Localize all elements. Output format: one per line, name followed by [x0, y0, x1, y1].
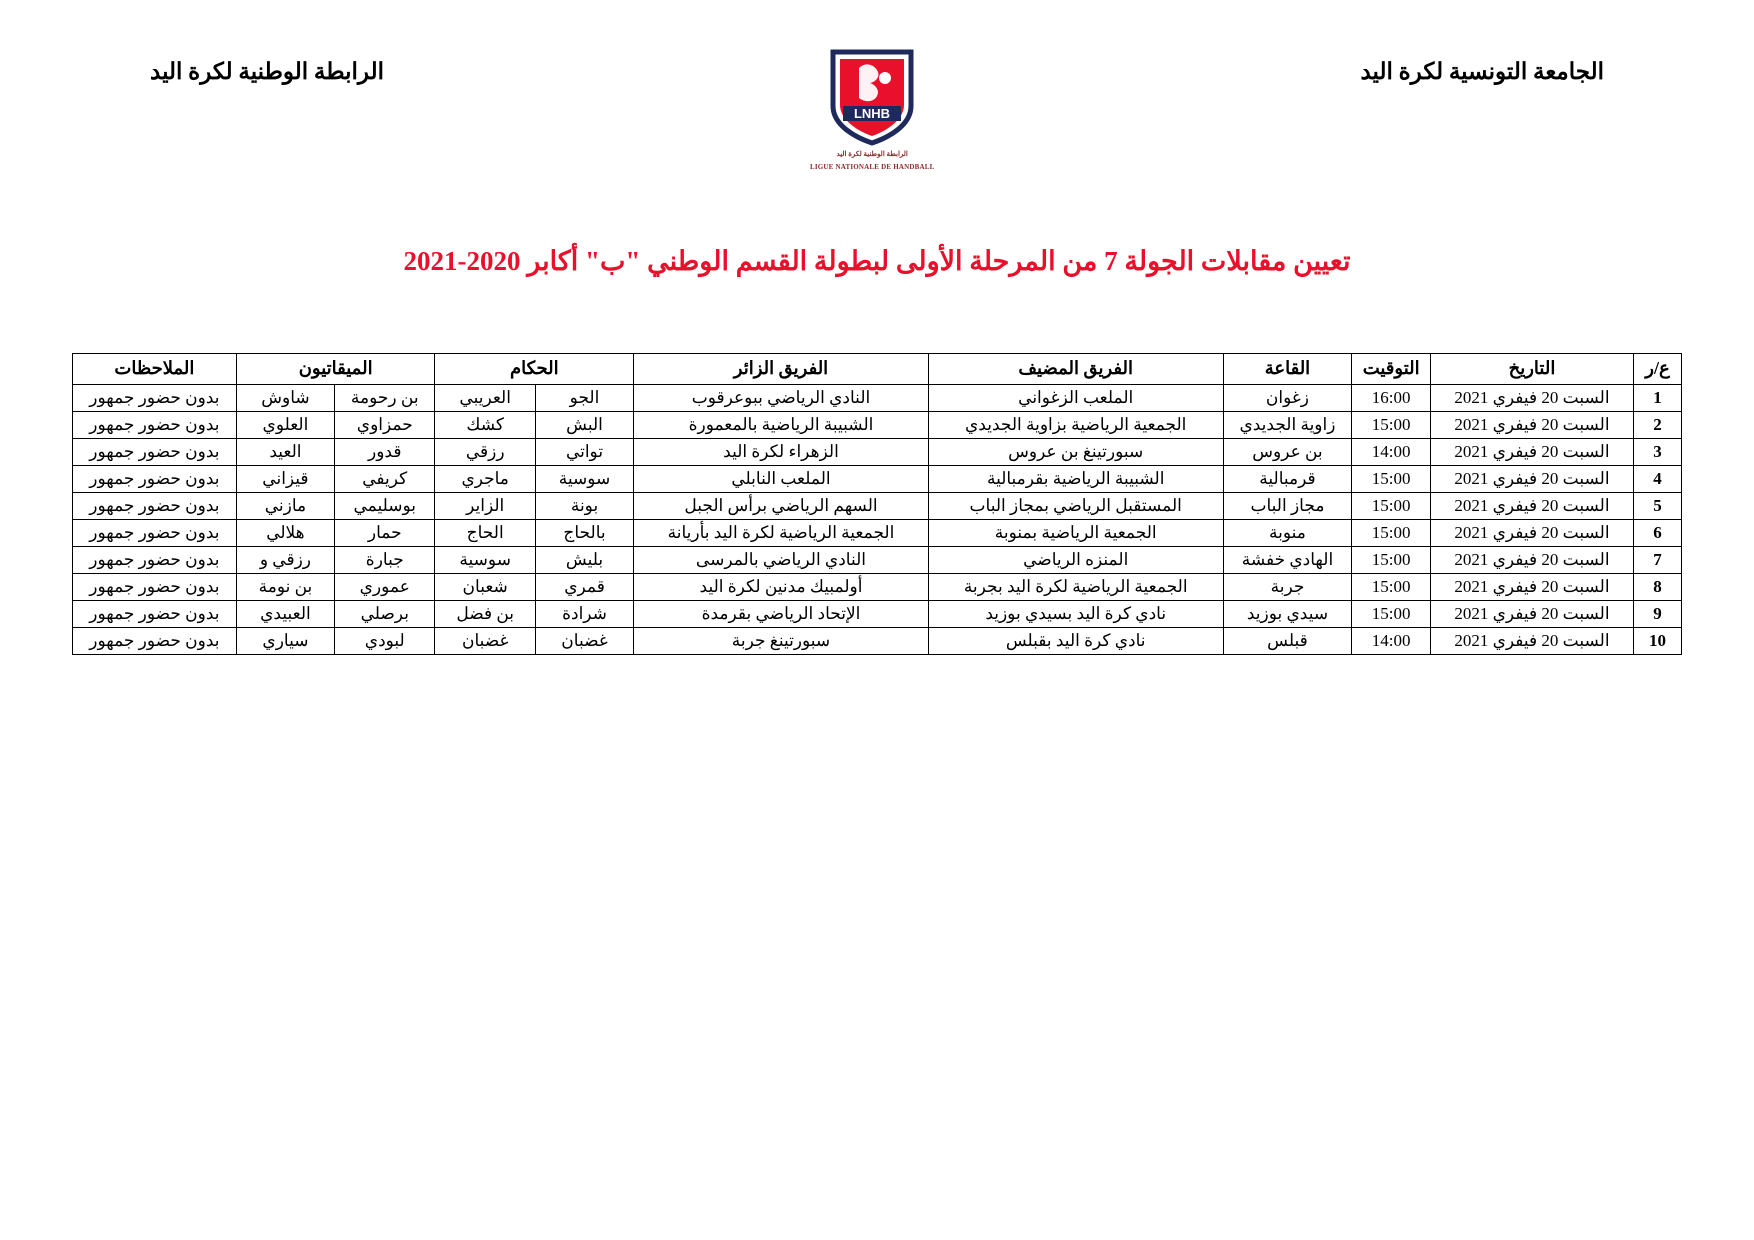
cell-timekeeper-2: سياري — [236, 627, 334, 654]
schedule-table-wrapper — [72, 353, 1682, 655]
cell-notes: بدون حضور جمهور — [73, 492, 237, 519]
cell-timekeeper-1: قدور — [335, 438, 435, 465]
cell-time: 16:00 — [1352, 384, 1431, 411]
table-row — [73, 465, 1682, 492]
cell-referee-1: تواتي — [535, 438, 633, 465]
page-header — [0, 0, 1754, 172]
header-date: التاريخ — [1430, 353, 1633, 384]
cell-time: 15:00 — [1352, 519, 1431, 546]
cell-timekeeper-2: بن نومة — [236, 573, 334, 600]
schedule-table — [72, 353, 1682, 655]
table-row — [73, 492, 1682, 519]
cell-away-team: سبورتينغ جربة — [634, 627, 929, 654]
cell-hall: منوبة — [1223, 519, 1352, 546]
cell-notes: بدون حضور جمهور — [73, 600, 237, 627]
cell-num: 9 — [1633, 600, 1681, 627]
cell-home-team: الجمعية الرياضية لكرة اليد بجربة — [928, 573, 1223, 600]
cell-num: 10 — [1633, 627, 1681, 654]
cell-timekeeper-1: بوسليمي — [335, 492, 435, 519]
cell-referee-2: كشك — [435, 411, 535, 438]
cell-referee-1: الجو — [535, 384, 633, 411]
cell-referee-1: بونة — [535, 492, 633, 519]
cell-notes: بدون حضور جمهور — [73, 465, 237, 492]
cell-date: السبت 20 فيفري 2021 — [1430, 384, 1633, 411]
cell-num: 6 — [1633, 519, 1681, 546]
header-referees: الحكام — [435, 353, 634, 384]
cell-referee-1: شرادة — [535, 600, 633, 627]
cell-timekeeper-1: كريفي — [335, 465, 435, 492]
table-row — [73, 600, 1682, 627]
cell-referee-1: غضبان — [535, 627, 633, 654]
cell-date: السبت 20 فيفري 2021 — [1430, 519, 1633, 546]
cell-time: 15:00 — [1352, 546, 1431, 573]
cell-home-team: نادي كرة اليد بسيدي بوزيد — [928, 600, 1223, 627]
cell-date: السبت 20 فيفري 2021 — [1430, 411, 1633, 438]
table-row — [73, 438, 1682, 465]
table-header-row — [73, 353, 1682, 384]
cell-hall: سيدي بوزيد — [1223, 600, 1352, 627]
cell-hall: الهادي خفشة — [1223, 546, 1352, 573]
table-row — [73, 573, 1682, 600]
schedule-table-body — [73, 384, 1682, 654]
cell-away-team: الملعب النابلي — [634, 465, 929, 492]
cell-home-team: الملعب الزغواني — [928, 384, 1223, 411]
cell-notes: بدون حضور جمهور — [73, 627, 237, 654]
cell-num: 4 — [1633, 465, 1681, 492]
cell-referee-1: بليش — [535, 546, 633, 573]
cell-home-team: المستقبل الرياضي بمجاز الباب — [928, 492, 1223, 519]
cell-home-team: الشبيبة الرياضية بقرمبالية — [928, 465, 1223, 492]
cell-date: السبت 20 فيفري 2021 — [1430, 627, 1633, 654]
cell-timekeeper-2: مازني — [236, 492, 334, 519]
cell-timekeeper-2: رزقي و — [236, 546, 334, 573]
cell-referee-2: ماجري — [435, 465, 535, 492]
header-timekeepers: الميقاتيون — [236, 353, 435, 384]
cell-timekeeper-1: حمزاوي — [335, 411, 435, 438]
cell-timekeeper-1: جبارة — [335, 546, 435, 573]
cell-referee-1: قمري — [535, 573, 633, 600]
cell-referee-1: سوسية — [535, 465, 633, 492]
cell-num: 3 — [1633, 438, 1681, 465]
league-title: الرابطة الوطنية لكرة اليد — [150, 59, 384, 84]
cell-num: 5 — [1633, 492, 1681, 519]
header-hall: القاعة — [1223, 353, 1352, 384]
cell-notes: بدون حضور جمهور — [73, 411, 237, 438]
cell-num: 2 — [1633, 411, 1681, 438]
header-home-team: الفريق المضيف — [928, 353, 1223, 384]
cell-num: 1 — [1633, 384, 1681, 411]
cell-timekeeper-1: برصلي — [335, 600, 435, 627]
table-row — [73, 384, 1682, 411]
cell-away-team: السهم الرياضي برأس الجبل — [634, 492, 929, 519]
cell-time: 14:00 — [1352, 627, 1431, 654]
cell-hall: زاوية الجديدي — [1223, 411, 1352, 438]
cell-away-team: الزهراء لكرة اليد — [634, 438, 929, 465]
cell-referee-2: غضبان — [435, 627, 535, 654]
cell-hall: بن عروس — [1223, 438, 1352, 465]
cell-referee-1: البش — [535, 411, 633, 438]
cell-time: 15:00 — [1352, 411, 1431, 438]
cell-timekeeper-1: عموري — [335, 573, 435, 600]
table-row — [73, 411, 1682, 438]
cell-away-team: الشبيبة الرياضية بالمعمورة — [634, 411, 929, 438]
cell-home-team: الجمعية الرياضية بمنوبة — [928, 519, 1223, 546]
cell-time: 14:00 — [1352, 438, 1431, 465]
cell-date: السبت 20 فيفري 2021 — [1430, 546, 1633, 573]
table-row — [73, 546, 1682, 573]
cell-notes: بدون حضور جمهور — [73, 546, 237, 573]
cell-hall: قبلس — [1223, 627, 1352, 654]
cell-hall: مجاز الباب — [1223, 492, 1352, 519]
cell-timekeeper-2: هلالي — [236, 519, 334, 546]
league-logo — [772, 48, 972, 172]
cell-away-team: النادي الرياضي ببوعرقوب — [634, 384, 929, 411]
cell-notes: بدون حضور جمهور — [73, 573, 237, 600]
cell-referee-1: بالحاج — [535, 519, 633, 546]
page-title: تعيين مقابلات الجولة 7 من المرحلة الأولى لبطولة القسم الوطني "ب" أكابر 2020-2021 — [403, 245, 1351, 276]
cell-time: 15:00 — [1352, 465, 1431, 492]
cell-date: السبت 20 فيفري 2021 — [1430, 573, 1633, 600]
logo-caption-arabic: الرابطة الوطنية لكرة اليد — [836, 150, 908, 158]
cell-home-team: سبورتينغ بن عروس — [928, 438, 1223, 465]
cell-num: 8 — [1633, 573, 1681, 600]
table-row — [73, 519, 1682, 546]
cell-date: السبت 20 فيفري 2021 — [1430, 438, 1633, 465]
cell-timekeeper-2: العيد — [236, 438, 334, 465]
cell-notes: بدون حضور جمهور — [73, 438, 237, 465]
cell-home-team: المنزه الرياضي — [928, 546, 1223, 573]
cell-notes: بدون حضور جمهور — [73, 384, 237, 411]
cell-date: السبت 20 فيفري 2021 — [1430, 492, 1633, 519]
cell-home-team: الجمعية الرياضية بزاوية الجديدي — [928, 411, 1223, 438]
cell-hall: زغوان — [1223, 384, 1352, 411]
cell-away-team: النادي الرياضي بالمرسى — [634, 546, 929, 573]
cell-referee-2: الزاير — [435, 492, 535, 519]
cell-timekeeper-2: قيزاني — [236, 465, 334, 492]
cell-num: 7 — [1633, 546, 1681, 573]
cell-away-team: أولمبيك مدنين لكرة اليد — [634, 573, 929, 600]
cell-referee-2: العريبي — [435, 384, 535, 411]
cell-away-team: الإتحاد الرياضي بقرمدة — [634, 600, 929, 627]
cell-notes: بدون حضور جمهور — [73, 519, 237, 546]
cell-referee-2: شعبان — [435, 573, 535, 600]
header-away-team: الفريق الزائر — [634, 353, 929, 384]
cell-date: السبت 20 فيفري 2021 — [1430, 600, 1633, 627]
cell-timekeeper-1: بن رحومة — [335, 384, 435, 411]
cell-referee-2: رزقي — [435, 438, 535, 465]
cell-timekeeper-2: العلوي — [236, 411, 334, 438]
cell-time: 15:00 — [1352, 600, 1431, 627]
header-time: التوقيت — [1352, 353, 1431, 384]
cell-time: 15:00 — [1352, 492, 1431, 519]
cell-timekeeper-1: حمار — [335, 519, 435, 546]
header-num: ع/ر — [1633, 353, 1681, 384]
cell-timekeeper-2: العبيدي — [236, 600, 334, 627]
svg-text:LNHB: LNHB — [854, 106, 891, 121]
cell-time: 15:00 — [1352, 573, 1431, 600]
cell-hall: جربة — [1223, 573, 1352, 600]
header-notes: الملاحظات — [73, 353, 237, 384]
cell-timekeeper-2: شاوش — [236, 384, 334, 411]
cell-hall: قرمبالية — [1223, 465, 1352, 492]
cell-home-team: نادي كرة اليد بقبلس — [928, 627, 1223, 654]
cell-referee-2: سوسية — [435, 546, 535, 573]
logo-caption-latin: LIGUE NATIONALE DE HANDBALL — [809, 162, 935, 171]
cell-date: السبت 20 فيفري 2021 — [1430, 465, 1633, 492]
handball-crest-icon — [829, 48, 915, 146]
cell-referee-2: بن فضل — [435, 600, 535, 627]
cell-timekeeper-1: لبودي — [335, 627, 435, 654]
cell-away-team: الجمعية الرياضية لكرة اليد بأريانة — [634, 519, 929, 546]
cell-referee-2: الحاج — [435, 519, 535, 546]
federation-title: الجامعة التونسية لكرة اليد — [1360, 59, 1604, 84]
table-row — [73, 627, 1682, 654]
